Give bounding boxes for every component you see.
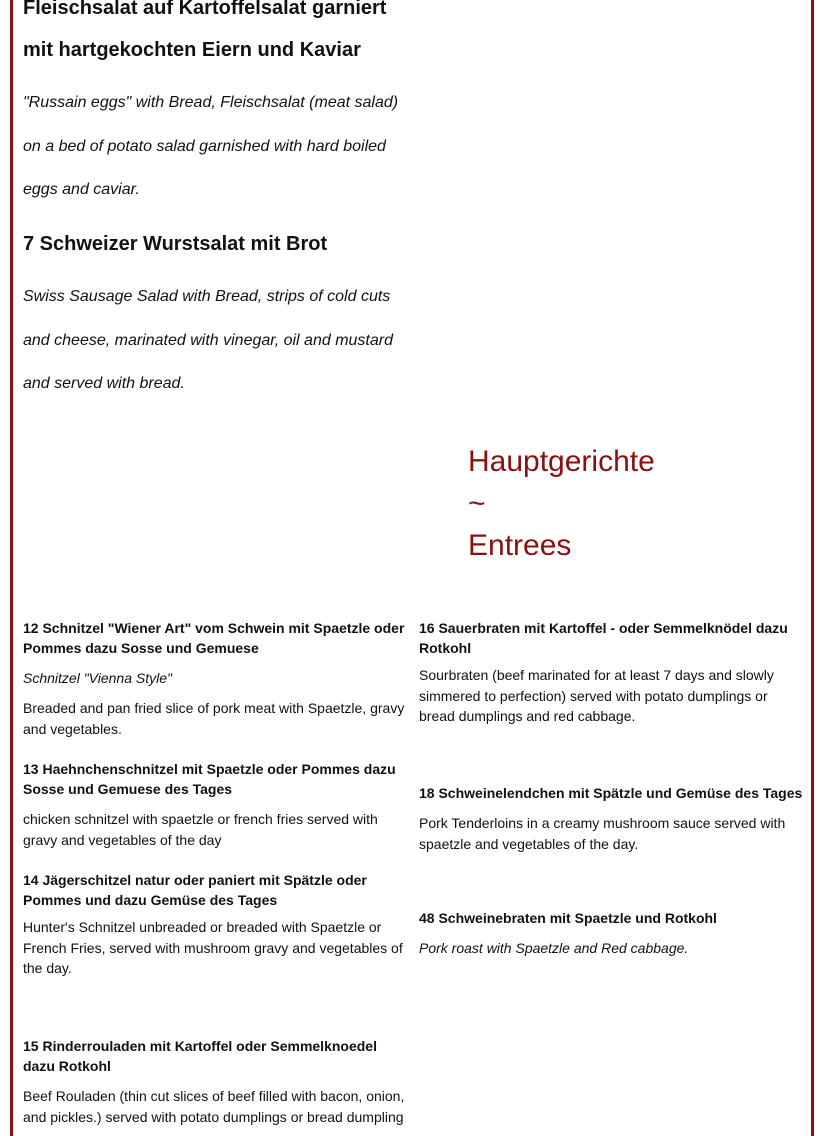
menu-item-48 — [419, 908, 803, 958]
dish-6-title-line1: Fleischsalat auf Kartoffelsalat garniert — [23, 0, 387, 19]
menu-item-title: 14 Jägerschitzel natur oder paniert mit Spätzle oder Pommes und dazu Gemüse des Tages — [23, 872, 367, 908]
dish-6-description-line2: on a bed of potato salad garnished with hard boiled — [23, 138, 386, 155]
section-heading-tilde: ~ — [468, 487, 486, 520]
menu-item-title: 18 Schweinelendchen mit Spätzle und Gemüse des Tages — [419, 785, 803, 801]
menu-item-description: chicken schnitzel with spaetzle or french fries served with gravy and vegetables of the day — [23, 811, 378, 848]
dish-7-description-line1: Swiss Sausage Salad with Bread, strips of cold cuts — [23, 288, 391, 305]
menu-item-12 — [23, 618, 407, 739]
menu-item-description: Breaded and pan fried slice of pork meat with Spaetzle, gravy and vegetables. — [23, 700, 405, 737]
menu-item-title: 16 Sauerbraten mit Kartoffel - oder Semmelknödel dazu Rotkohl — [419, 620, 788, 656]
dish-7-description-line3: and served with bread. — [23, 375, 185, 392]
menu-item-14 — [23, 870, 407, 979]
menu-item-title: 13 Haehnchenschnitzel mit Spaetzle oder Pommes dazu Sosse und Gemuese des Tages — [23, 761, 396, 797]
dish-6-description-line1: "Russain eggs" with Bread, Fleischsalat (meat salad) — [23, 94, 399, 111]
menu-item-title: 12 Schnitzel "Wiener Art" vom Schwein mit Spaetzle oder Pommes dazu Sosse und Gemuese — [23, 620, 405, 656]
menu-item-description: Sourbraten (beef marinated for at least 7 days and slowly simmered to perfection) served with potato dumplings or bread dumplings and red cabbage. — [419, 667, 774, 724]
dish-7-title: 7 Schweizer Wurstsalat mit Brot — [23, 233, 328, 255]
menu-item-description: Hunter's Schnitzel unbreaded or breaded with Spaetzle or French Fries, served with mushroom gravy and vegetables of the day. — [23, 919, 403, 976]
menu-item-description: Pork Tenderloins in a creamy mushroom sauce served with spaetzle and vegetables of the day. — [419, 815, 786, 852]
section-heading-entrees: Entrees — [468, 529, 572, 562]
menu-item-description: Beef Rouladen (thin cut slices of beef filled with bacon, onion, and pickles.) served with potato dumplings or bread dumpling — [23, 1088, 405, 1125]
menu-item-13 — [23, 759, 407, 850]
menu-item-subtitle: Schnitzel "Vienna Style" — [23, 670, 172, 686]
dish-6-title-line2: mit hartgekochten Eiern und Kaviar — [23, 39, 361, 61]
menu-item-18 — [419, 783, 803, 854]
menu-item-title: 48 Schweinebraten mit Spaetzle und Rotkohl — [419, 910, 717, 926]
dish-6-description-line3: eggs and caviar. — [23, 181, 140, 198]
menu-item-15 — [23, 1036, 407, 1127]
section-heading-main-courses: Hauptgerichte — [468, 445, 655, 478]
dish-7-description-line2: and cheese, marinated with vinegar, oil and mustard — [23, 332, 393, 349]
menu-item-16 — [419, 618, 803, 727]
menu-item-subtitle: Pork roast with Spaetzle and Red cabbage. — [419, 940, 689, 956]
menu-item-title: 15 Rinderrouladen mit Kartoffel oder Semmelknoedel dazu Rotkohl — [23, 1038, 377, 1074]
